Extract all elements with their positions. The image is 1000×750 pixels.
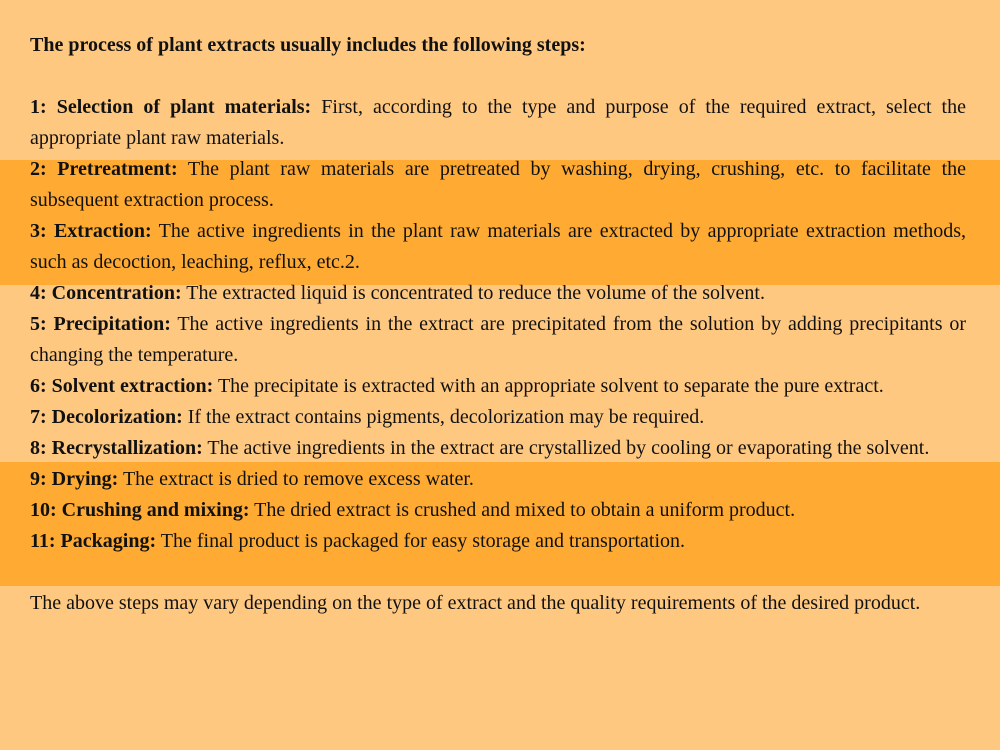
step-text: The active ingredients in the extract are precipitated from the solution by adding precipitants or changing the temperature. [30,313,966,366]
step-item [30,278,966,309]
step-item [30,464,966,495]
step-text: The extract is dried to remove excess water. [122,468,474,490]
step-text: The final product is packaged for easy storage and transportation. [160,530,686,552]
step-label: 9: Drying: [30,468,119,490]
step-item [30,402,966,433]
step-label: 2: Pretreatment: [30,158,178,180]
step-label: 3: Extraction: [30,220,152,242]
closing-paragraph: The above steps may vary depending on the type of extract and the quality requirements of the desired product. [30,592,921,614]
step-text: If the extract contains pigments, decolorization may be required. [187,406,705,428]
step-label: 4: Concentration: [30,282,182,304]
step-item [30,371,966,402]
document-heading: The process of plant extracts usually includes the following steps: [30,34,586,56]
paragraph-gap [30,557,966,588]
step-item [30,92,966,154]
step-item [30,309,966,371]
step-text: The active ingredients in the extract are crystallized by cooling or evaporating the solvent. [207,437,930,459]
paragraph-gap [30,61,966,92]
step-label: 11: Packaging: [30,530,157,552]
step-item [30,495,966,526]
step-item [30,526,966,557]
step-text: The dried extract is crushed and mixed to obtain a uniform product. [254,499,796,521]
step-text: The extracted liquid is concentrated to reduce the volume of the solvent. [186,282,765,304]
step-label: 5: Precipitation: [30,313,171,335]
step-label: 8: Recrystallization: [30,437,203,459]
step-item [30,154,966,216]
step-text: The active ingredients in the plant raw materials are extracted by appropriate extraction methods, such as decoction, leaching, reflux, etc.2. [30,220,966,273]
step-text: First, according to the type and purpose of the required extract, select the appropriate plant raw materials. [30,96,966,149]
step-label: 10: Crushing and mixing: [30,499,250,521]
step-label: 1: Selection of plant materials: [30,96,312,118]
step-label: 6: Solvent extraction: [30,375,214,397]
document-content [30,30,966,619]
step-text: The plant raw materials are pretreated by washing, drying, crushing, etc. to facilitate the subsequent extraction process. [30,158,967,211]
step-item [30,433,966,464]
step-label: 7: Decolorization: [30,406,183,428]
step-text: The precipitate is extracted with an appropriate solvent to separate the pure extract. [217,375,884,397]
step-item [30,216,966,278]
